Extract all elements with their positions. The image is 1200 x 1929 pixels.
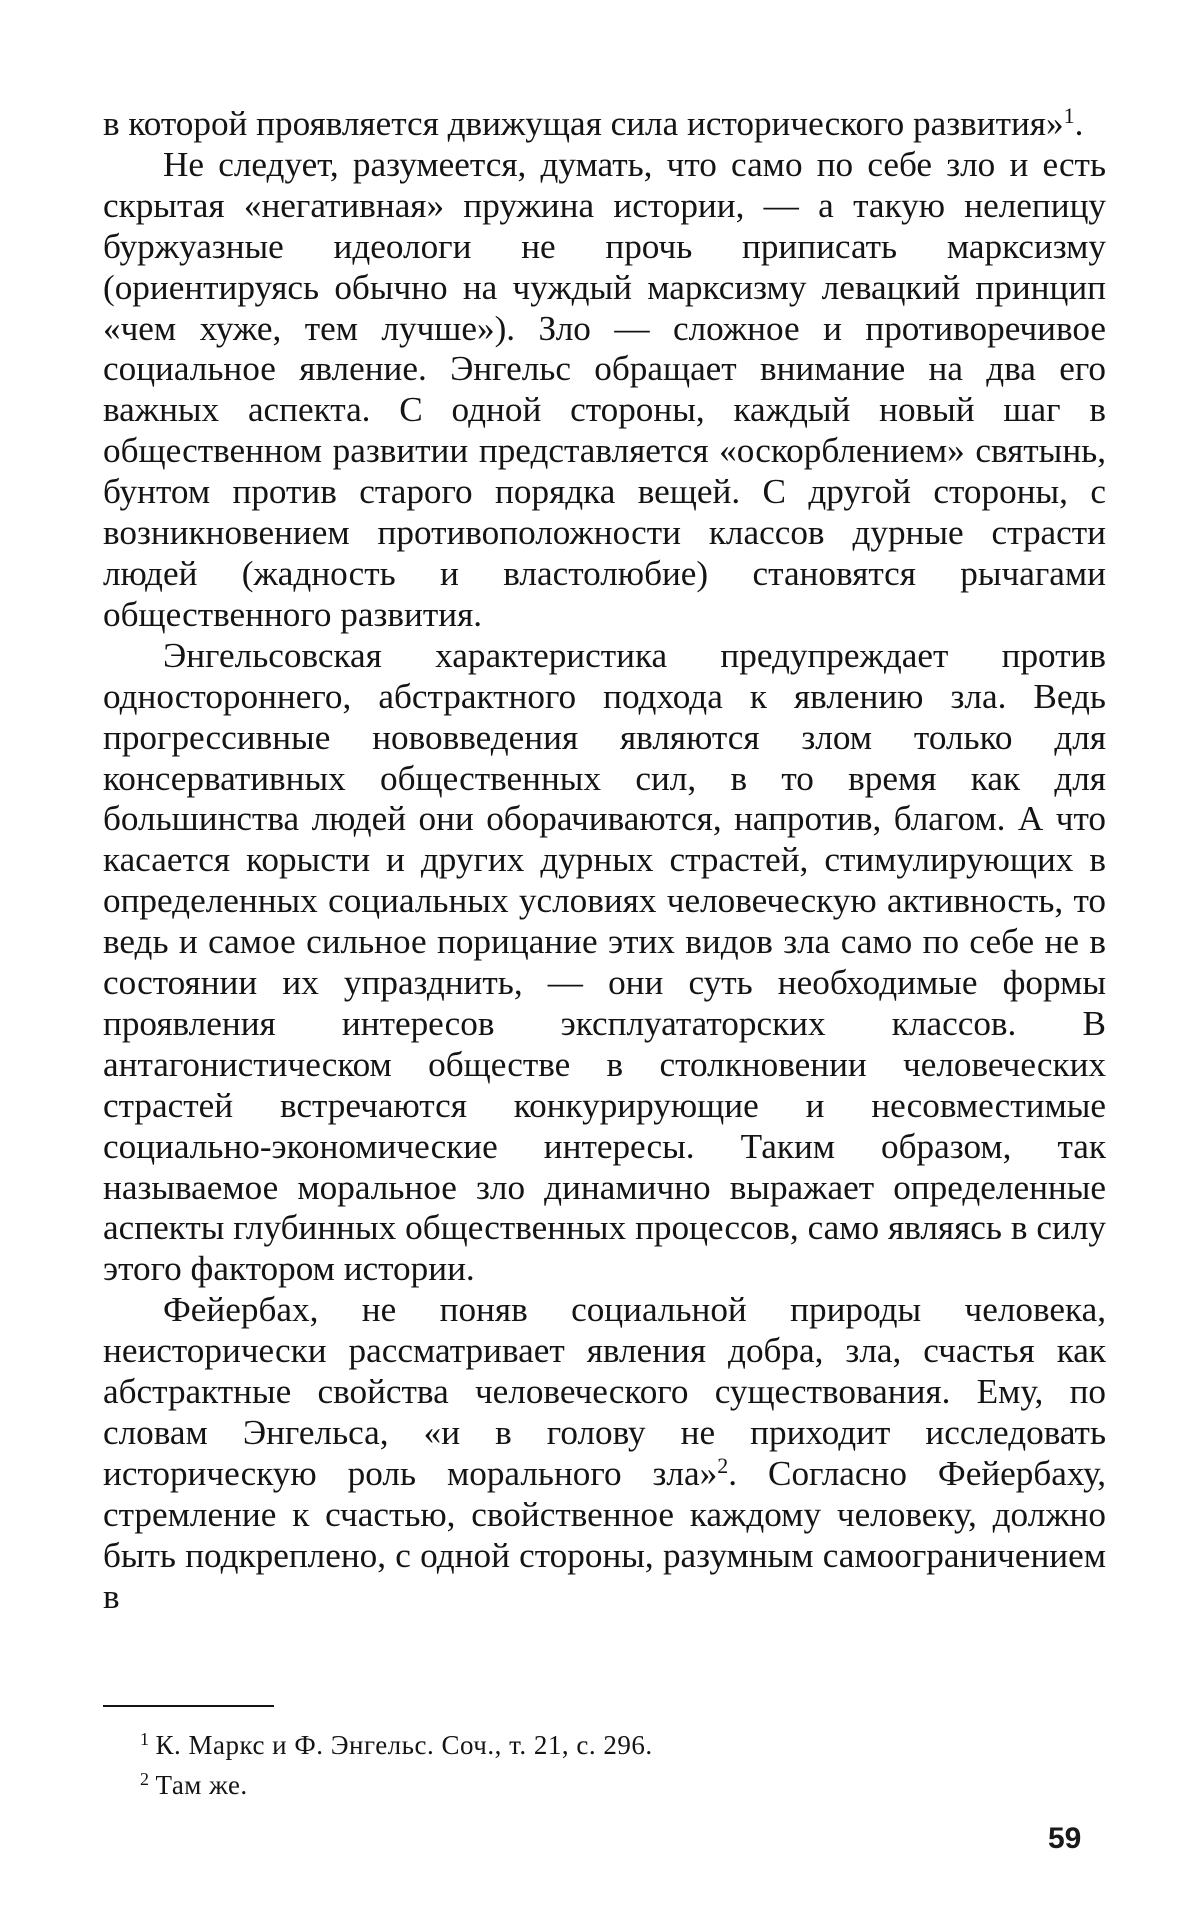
footnotes [140,1722,1040,1802]
paragraph-2: Не следует, разумеется, думать, что само по себе зло и есть скрытая «негативная» пружина истории, — а такую нелепицу буржуазные идеологи не прочь приписать марксизму (ориентируясь обычно на чуждый марксизму левацкий принцип «чем хуже, тем лучше»). Зло — сложное и противоречивое социальное явление. Энгельс обращает внимание на два его важных аспекта. С одной стороны, каждый новый шаг в общественном развитии представляется «оскорблением» святынь, бунтом против старого порядка вещей. С другой стороны, с возникновением противоположности классов дурные страсти людей (жадность и властолюбие) становятся рычагами общественного развития. [103,144,1106,634]
body-text [103,104,1106,1618]
footnote-1: $^1$ К. Маркс и Ф. Энгельс. Соч., т. 21, с. 296. [140,1729,653,1760]
footnote-2: $^2$ Там же. [140,1769,248,1800]
footnote-ref-1: 1 [1063,103,1075,128]
footnote-ref-2: 2 [717,1452,729,1478]
paragraph-4: Фейербах, не поняв социальной природы человека, неисторически рассматривает явления добра, зла, счастья как абстрактные свойства человеческого существования. Ему, по словам Энгельса, «и в голову не приходит исследовать историческую роль морального зла»$^2$. Согласно Фейербаху, стремление к счастью, свойственное каждому человеку, должно быть подкреплено, с одной стороны, разумным самоограничением в [103,1290,1107,1616]
footnote-divider [103,1705,274,1707]
paragraph-1: в которой проявляется движущая сила исторического развития»$^1$. [103,103,1084,143]
page-number: 59 [1048,1822,1082,1855]
paragraph-3: Энгельсовская характеристика предупреждает против одностороннего, абстрактного подхода к явлению зла. Ведь прогрессивные нововведения являются злом только для консервативных общественных сил, в то время как для большинства людей они оборачиваются, напротив, благом. А что касается корысти и других дурных страстей, стимулирующих в определенных социальных условиях человеческую активность, то ведь и самое сильное порицание этих видов зла само по себе не в состоянии их упразднить, — они суть необходимые формы проявления интересов эксплуататорских классов. В антагонистическом обществе в столкновении человеческих страстей встречаются конкурирующие и несовместимые социально-экономические интересы. Таким образом, так называемое моральное зло динамично выражает определенные аспекты глубинных общественных процессов, само являясь в силу этого фактором истории. [103,635,1106,1289]
